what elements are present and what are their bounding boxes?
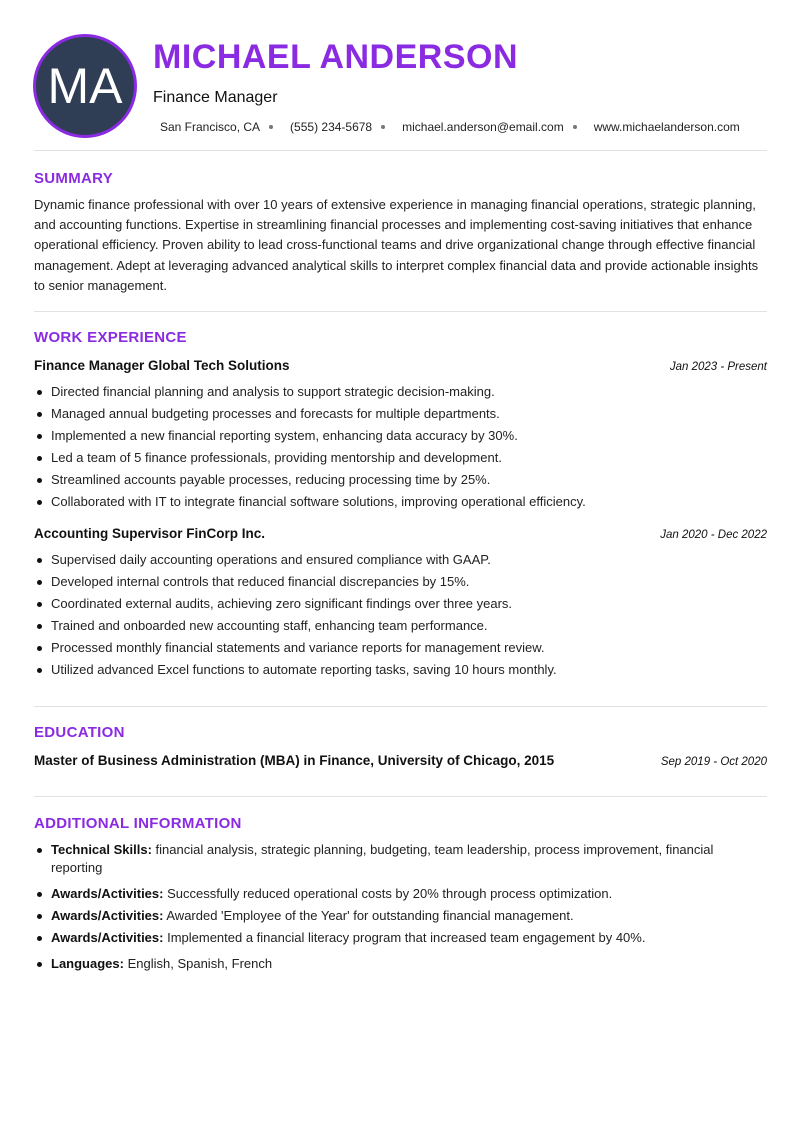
separator-dot [269, 125, 273, 129]
avatar-initials: MA [47, 58, 123, 114]
info-label: Technical Skills: [51, 842, 152, 857]
info-text: Implemented a financial literacy program that increased team engagement by 40%. [163, 930, 646, 945]
list-item: Directed financial planning and analysis to support strategic decision-making. [34, 381, 767, 403]
contact-email[interactable]: michael.anderson@email.com [402, 120, 564, 134]
job-header [34, 358, 767, 373]
job-header [34, 526, 767, 541]
contact-phone[interactable]: (555) 234-5678 [290, 120, 373, 134]
education-dates: Sep 2019 - Oct 2020 [660, 756, 767, 768]
contact-bar [160, 120, 740, 134]
info-text: financial analysis, strategic planning, budgeting, team leadership, process improvement, financial reporting [51, 842, 714, 875]
divider [34, 706, 767, 707]
avatar [33, 34, 137, 138]
info-label: Awards/Activities: [51, 908, 164, 923]
list-item: Supervised daily accounting operations and ensured compliance with GAAP. [34, 549, 767, 571]
list-item: Utilized advanced Excel functions to automate reporting tasks, saving 10 hours monthly. [34, 659, 767, 681]
candidate-name: MICHAEL ANDERSON [153, 38, 519, 76]
education-degree: Master of Business Administration (MBA) in Finance, University of Chicago, 2015 [34, 753, 555, 768]
list-item [34, 955, 767, 973]
list-item [34, 929, 767, 947]
contact-website[interactable]: www.michaelanderson.com [593, 120, 740, 134]
info-label: Languages: [51, 956, 124, 971]
list-item: Streamlined accounts payable processes, reducing processing time by 25%. [34, 469, 767, 491]
list-item [34, 841, 767, 877]
job-title: Finance Manager Global Tech Solutions [34, 358, 290, 373]
list-item: Implemented a new financial reporting system, enhancing data accuracy by 30%. [34, 425, 767, 447]
additional-info-heading: ADDITIONAL INFORMATION [34, 815, 242, 832]
work-experience-heading: WORK EXPERIENCE [34, 329, 187, 346]
list-item [34, 885, 767, 903]
list-item: Processed monthly financial statements and variance reports for management review. [34, 637, 767, 659]
list-item: Led a team of 5 finance professionals, providing mentorship and development. [34, 447, 767, 469]
info-text: Successfully reduced operational costs by 20% through process optimization. [163, 886, 613, 901]
divider [34, 796, 767, 797]
info-text: English, Spanish, French [123, 956, 273, 971]
list-item: Trained and onboarded new accounting staff, enhancing team performance. [34, 615, 767, 637]
job-dates: Jan 2023 - Present [669, 361, 767, 373]
separator-dot [381, 125, 385, 129]
list-item: Collaborated with IT to integrate financial software solutions, improving operational efficiency. [34, 491, 767, 513]
additional-info-list [34, 841, 767, 973]
summary-heading: SUMMARY [34, 170, 114, 187]
contact-location: San Francisco, CA [160, 120, 261, 134]
job-bullets [34, 381, 767, 513]
job-dates: Jan 2020 - Dec 2022 [660, 529, 767, 541]
separator-dot [573, 125, 577, 129]
list-item: Managed annual budgeting processes and forecasts for multiple departments. [34, 403, 767, 425]
divider [34, 311, 767, 312]
divider [34, 150, 767, 151]
list-item [34, 907, 767, 925]
summary-text: Dynamic finance professional with over 10 years of extensive experience in managing financial operations, strategic planning, and accounting functions. Expertise in streamlining financial processes and implementing cost-saving initiatives that enhance operational efficiency. Proven ability to lead cross-functional teams and drive organizational change through effective financial management. Adept at leveraging advanced analytical skills to interpret complex financial data and provide actionable insights to senior management. [34, 197, 759, 293]
info-label: Awards/Activities: [51, 930, 164, 945]
candidate-role: Finance Manager [153, 89, 278, 106]
list-item: Developed internal controls that reduced financial discrepancies by 15%. [34, 571, 767, 593]
info-text: Awarded 'Employee of the Year' for outstanding financial management. [163, 908, 574, 923]
list-item: Coordinated external audits, achieving zero significant findings over three years. [34, 593, 767, 615]
education-entry [34, 753, 767, 768]
job-bullets [34, 549, 767, 681]
job-title: Accounting Supervisor FinCorp Inc. [34, 526, 266, 541]
education-heading: EDUCATION [34, 724, 125, 741]
info-label: Awards/Activities: [51, 886, 164, 901]
